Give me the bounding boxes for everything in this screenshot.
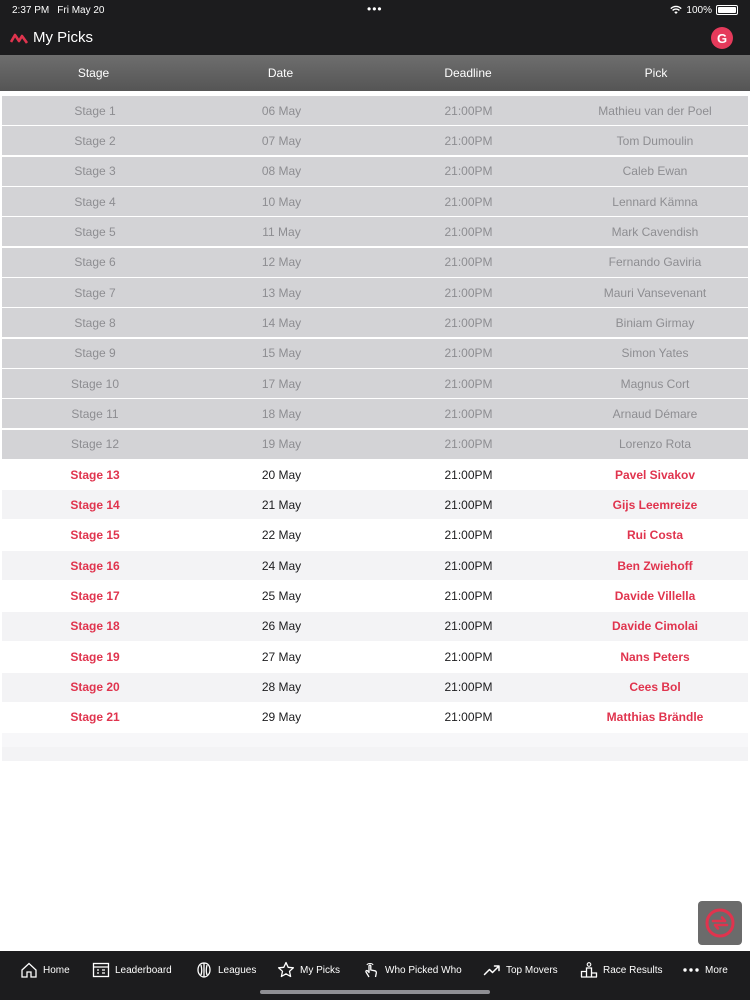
row-stage: Stage 21: [70, 710, 120, 725]
row-date: 12 May: [261, 255, 302, 270]
tab-leaderboard-label: Leaderboard: [115, 964, 172, 976]
row-deadline: 21:00PM: [444, 164, 493, 179]
avatar[interactable]: G: [711, 27, 733, 49]
battery-percent: 100%: [686, 4, 712, 16]
row-date: 17 May: [261, 376, 302, 391]
row-deadline: 21:00PM: [444, 346, 493, 361]
table-row: [2, 308, 748, 337]
wifi-icon: [670, 5, 682, 15]
row-stage: Stage 11: [71, 406, 119, 421]
row-stage: Stage 15: [70, 528, 120, 543]
table-row: [2, 399, 748, 428]
row-date: 15 May: [261, 346, 302, 361]
row-pick: Mathieu van der Poel: [598, 103, 712, 118]
table-header: [0, 55, 750, 91]
status-date: Fri May 20: [57, 4, 105, 16]
more-dots-icon: [682, 961, 700, 979]
row-deadline: 21:00PM: [444, 315, 493, 330]
table-row: [2, 339, 748, 368]
row-deadline: 21:00PM: [444, 497, 493, 512]
row-date: 28 May: [261, 680, 302, 695]
table-empty-row: [2, 747, 748, 761]
table-row[interactable]: [2, 642, 748, 671]
tab-race-results-label: Race Results: [603, 964, 663, 976]
row-deadline: 21:00PM: [444, 589, 493, 603]
row-deadline: 21:00PM: [444, 437, 493, 452]
row-pick: Nans Peters: [620, 649, 690, 664]
tab-leagues[interactable]: [195, 961, 256, 979]
row-pick: Magnus Cort: [620, 376, 690, 391]
row-deadline: 21:00PM: [444, 224, 493, 239]
row-stage: Stage 13: [70, 467, 120, 482]
row-deadline: 21:00PM: [444, 133, 493, 148]
row-pick: Arnaud Démare: [612, 406, 698, 421]
row-stage: Stage 4: [74, 194, 116, 209]
row-stage: Stage 14: [70, 497, 120, 512]
row-stage: Stage 17: [70, 589, 120, 603]
row-pick: Davide Villella: [614, 589, 696, 603]
table-row: [2, 187, 748, 216]
table-row: [2, 126, 748, 155]
table-row[interactable]: [2, 612, 748, 641]
tab-my-picks[interactable]: [277, 961, 340, 979]
table-row[interactable]: [2, 673, 748, 702]
row-pick: Pavel Sivakov: [614, 467, 696, 482]
table-row: [2, 430, 748, 459]
tab-more[interactable]: [682, 961, 728, 979]
row-stage: Stage 9: [74, 346, 116, 361]
row-deadline: 21:00PM: [444, 649, 493, 664]
row-pick: Ben Zwiehoff: [617, 558, 693, 573]
tab-who-picked-who[interactable]: [362, 961, 462, 979]
header-date: Date: [267, 66, 294, 80]
tab-who-picked-who-label: Who Picked Who: [385, 964, 462, 976]
page-title: My Picks: [33, 29, 93, 46]
row-stage: Stage 7: [74, 285, 116, 300]
header-stage: Stage: [77, 66, 110, 80]
row-pick: Lennard Kämna: [612, 194, 698, 209]
row-deadline: 21:00PM: [444, 558, 493, 573]
table-row[interactable]: [2, 490, 748, 519]
swap-icon: [704, 907, 736, 939]
table-row[interactable]: [2, 551, 748, 580]
hand-tap-icon: [362, 961, 380, 979]
leagues-icon: [195, 961, 213, 979]
row-stage: Stage 5: [74, 224, 116, 239]
table-row: [2, 248, 748, 277]
row-date: 19 May: [261, 437, 302, 452]
home-icon: [20, 961, 38, 979]
row-date: 20 May: [261, 467, 302, 482]
row-date: 07 May: [261, 133, 302, 148]
row-date: 14 May: [261, 315, 302, 330]
row-stage: Stage 12: [70, 437, 120, 452]
home-indicator: [260, 990, 490, 994]
row-deadline: 21:00PM: [444, 619, 493, 634]
app-bar: [0, 20, 750, 55]
table-row: [2, 217, 748, 246]
row-pick: Fernando Gaviria: [608, 255, 702, 270]
row-stage: Stage 2: [74, 133, 116, 148]
tab-leaderboard[interactable]: [92, 961, 172, 979]
row-deadline: 21:00PM: [444, 467, 493, 482]
star-icon: [277, 961, 295, 979]
row-pick: Davide Cimolai: [611, 619, 699, 634]
row-stage: Stage 16: [70, 558, 120, 573]
row-pick: Matthias Brändle: [606, 710, 704, 725]
row-stage: Stage 20: [70, 680, 120, 695]
table-row[interactable]: [2, 582, 748, 611]
tab-leagues-label: Leagues: [218, 964, 257, 976]
table-row: [2, 96, 748, 125]
swap-pick-button[interactable]: [698, 901, 742, 945]
trending-up-icon: [483, 961, 501, 979]
row-pick: Lorenzo Rota: [618, 437, 692, 452]
row-pick: Rui Costa: [626, 528, 683, 543]
tab-more-label: More: [705, 964, 728, 976]
row-date: 27 May: [261, 649, 302, 664]
row-date: 29 May: [261, 710, 302, 725]
leaderboard-icon: [92, 961, 110, 979]
row-deadline: 21:00PM: [444, 406, 493, 421]
table-row[interactable]: [2, 460, 748, 489]
row-stage: Stage 8: [74, 315, 116, 330]
row-date: 11 May: [262, 224, 301, 239]
row-stage: Stage 6: [74, 255, 116, 270]
row-pick: Tom Dumoulin: [616, 133, 694, 148]
row-date: 25 May: [261, 589, 302, 603]
row-deadline: 21:00PM: [444, 194, 493, 209]
header-pick: Pick: [644, 66, 668, 80]
tab-top-movers-label: Top Movers: [506, 964, 558, 976]
row-stage: Stage 18: [70, 619, 120, 634]
tab-my-picks-label: My Picks: [300, 964, 340, 976]
row-pick: Simon Yates: [621, 346, 689, 361]
row-deadline: 21:00PM: [444, 103, 493, 118]
row-deadline: 21:00PM: [444, 710, 493, 725]
table-row: [2, 157, 748, 186]
row-deadline: 21:00PM: [444, 680, 493, 695]
multitasking-dots-icon[interactable]: •••: [367, 2, 383, 16]
row-pick: Mark Cavendish: [611, 224, 699, 239]
row-date: 06 May: [261, 103, 302, 118]
tab-home[interactable]: [20, 961, 70, 979]
podium-icon: [580, 961, 598, 979]
row-date: 22 May: [261, 528, 302, 543]
row-stage: Stage 19: [70, 649, 120, 664]
tab-race-results[interactable]: [580, 961, 662, 979]
status-time: 2:37 PM: [12, 4, 50, 16]
table-empty-row: [2, 733, 748, 747]
table-row[interactable]: [2, 521, 748, 550]
row-stage: Stage 10: [70, 376, 120, 391]
row-stage: Stage 3: [74, 164, 116, 179]
row-date: 26 May: [261, 619, 302, 634]
row-date: 18 May: [261, 406, 302, 421]
header-deadline: Deadline: [444, 66, 492, 80]
row-deadline: 21:00PM: [444, 255, 493, 270]
row-deadline: 21:00PM: [444, 528, 493, 543]
row-date: 10 May: [261, 194, 302, 209]
battery-icon: [716, 5, 738, 15]
row-date: 24 May: [261, 558, 302, 573]
row-date: 08 May: [261, 164, 302, 179]
table-row: [2, 278, 748, 307]
row-deadline: 21:00PM: [444, 376, 493, 391]
row-date: 13 May: [261, 285, 302, 300]
row-pick: Biniam Girmay: [615, 315, 695, 330]
row-date: 21 May: [261, 497, 302, 512]
tab-top-movers[interactable]: [483, 961, 558, 979]
row-pick: Caleb Ewan: [622, 164, 688, 179]
app-logo-icon: [10, 31, 28, 45]
row-pick: Cees Bol: [629, 680, 681, 695]
row-deadline: 21:00PM: [444, 285, 493, 300]
tab-home-label: Home: [43, 964, 70, 976]
row-pick: Gijs Leemreize: [612, 497, 698, 512]
picks-table: [2, 96, 748, 761]
table-row: [2, 369, 748, 398]
row-pick: Mauri Vansevenant: [603, 285, 707, 300]
table-row[interactable]: [2, 703, 748, 732]
row-stage: Stage 1: [74, 103, 116, 118]
status-bar: [0, 0, 750, 20]
